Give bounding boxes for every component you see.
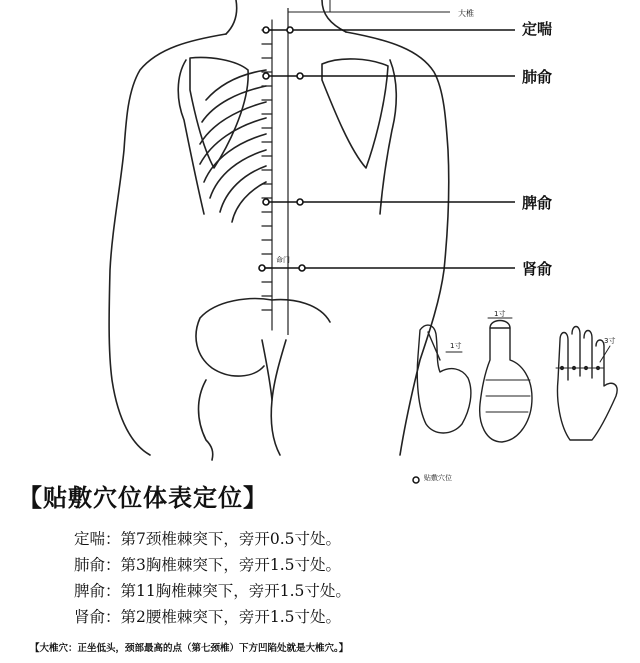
right-humerus (380, 60, 396, 214)
desc-line-feishu: 肺俞：第3胸椎棘突下，旁开1.5寸处。 (74, 556, 342, 574)
desc-line-dingchuan: 定喘：第7颈椎棘突下，旁开0.5寸处。 (74, 530, 342, 548)
left-humerus (178, 60, 204, 214)
left-scapula (190, 58, 248, 169)
dazhui-leader (288, 12, 450, 20)
dingchuan-label: 定喘 (522, 20, 553, 38)
footnote: 【大椎穴：正坐低头，颈部最高的点（第七颈椎）下方凹陷处就是大椎穴。】 (30, 643, 349, 654)
left-femur (199, 380, 213, 460)
legend-marker (413, 477, 419, 483)
mingmen-label: 命门 (276, 256, 290, 264)
svg-text:1寸: 1寸 (494, 310, 506, 318)
desc-line-shenshu: 肾俞：第2腰椎棘突下，旁开1.5寸处。 (74, 608, 342, 626)
buttock-line (271, 400, 280, 455)
right-pelvis (272, 300, 330, 322)
neck-right (322, 0, 346, 32)
left-pelvis (196, 299, 272, 376)
svg-text:1寸: 1寸 (450, 342, 462, 350)
shenshu-label: 肾俞 (522, 260, 553, 278)
neck-left (226, 0, 237, 34)
hand-measurements (417, 309, 617, 442)
dazhui-label: 大椎 (458, 9, 474, 18)
page-title: 【贴敷穴位体表定位】 (18, 484, 268, 512)
sacrum (262, 340, 286, 400)
legend-label: 贴敷穴位 (424, 474, 452, 482)
feishu-label: 肺俞 (522, 68, 553, 86)
pishu-label: 脾俞 (522, 194, 553, 212)
svg-text:3寸: 3寸 (604, 337, 616, 345)
hand-2 (480, 328, 532, 442)
torso-right-outline (346, 32, 449, 455)
desc-line-pishu: 脾俞：第11胸椎棘突下，旁开1.5寸处。 (74, 582, 351, 600)
